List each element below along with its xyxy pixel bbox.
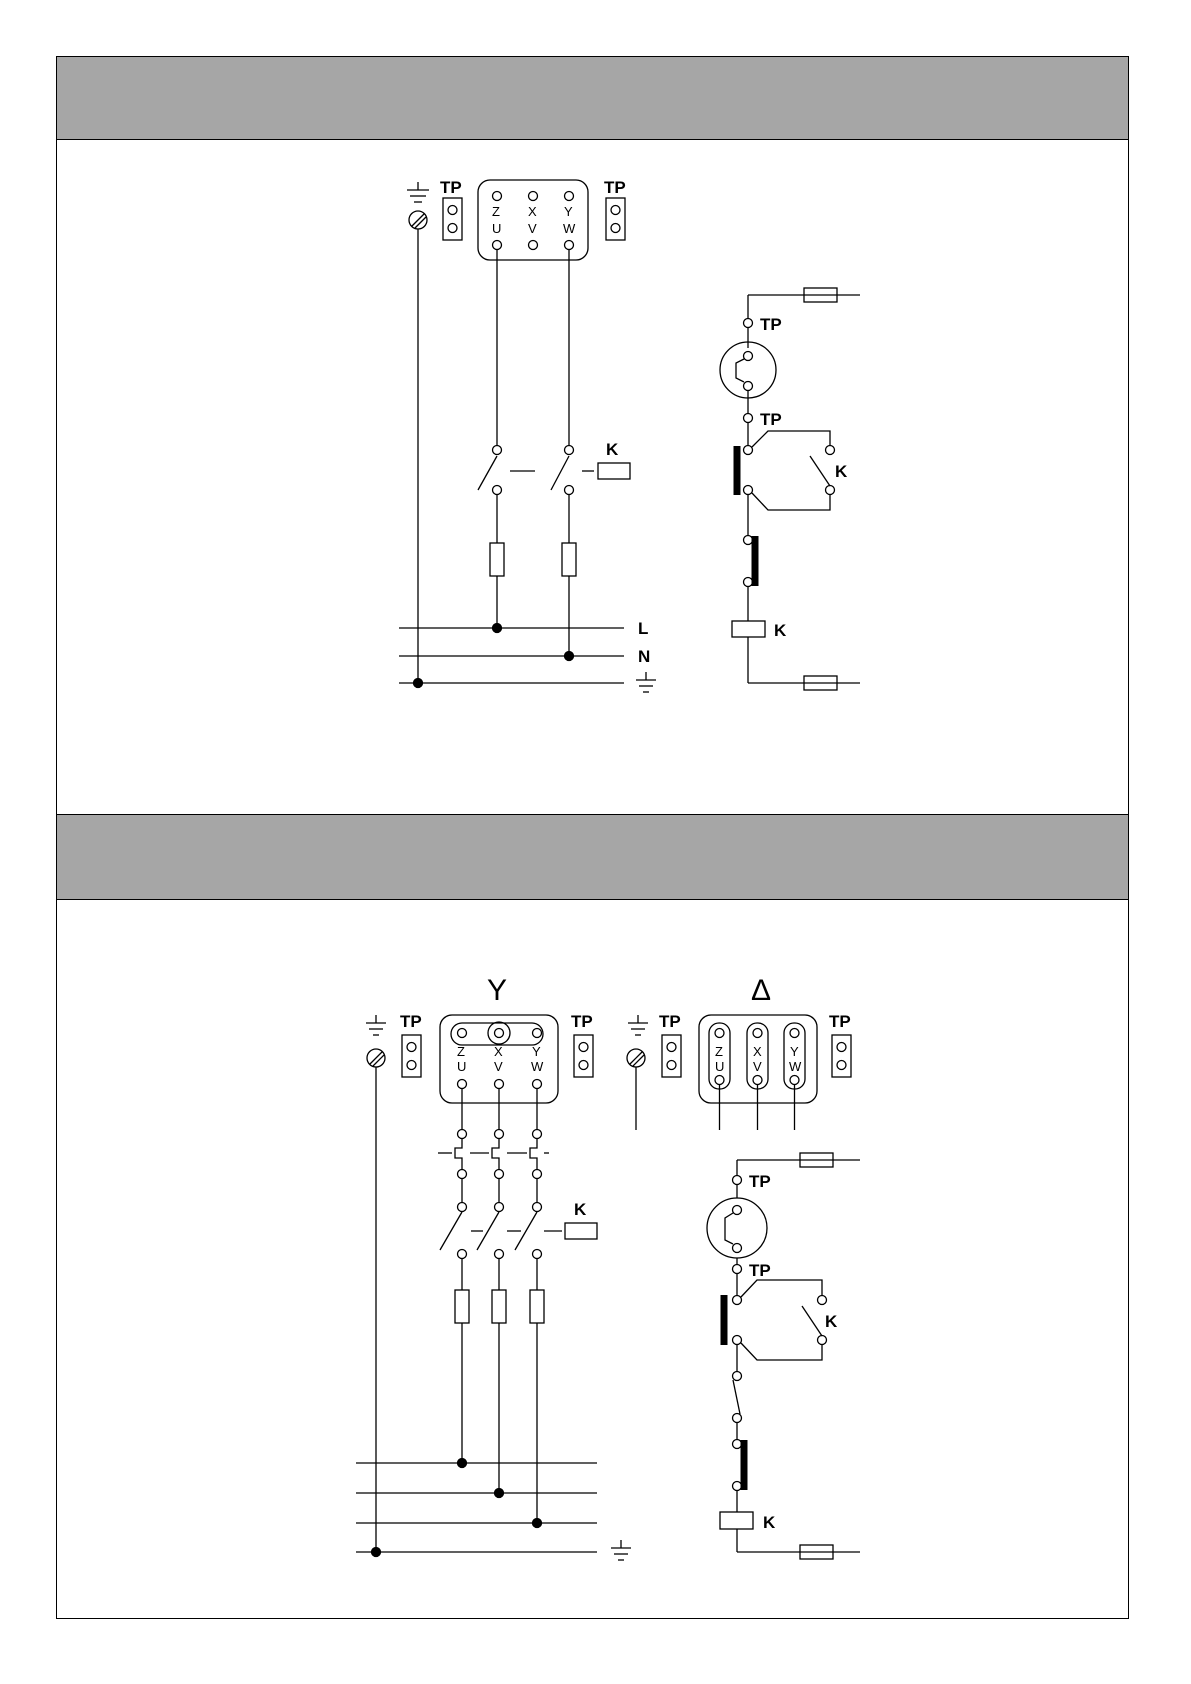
tp-label: TP [749,1172,771,1191]
contactor-coil [720,1512,753,1529]
contactor-coil [732,621,765,637]
contactor-label: K [606,440,619,459]
terminal-x: X [753,1044,762,1059]
tp-label: TP [604,178,626,197]
tp-label: TP [760,410,782,429]
star-bridge [451,1023,543,1045]
ground-icon [628,1015,648,1035]
thermal-protector-terminal [574,1035,593,1077]
overload-contact [733,1380,740,1414]
terminal-w: W [789,1059,802,1074]
terminal-y: Y [532,1044,541,1059]
delta-connection-label: Δ [751,974,772,1007]
terminal-u: U [492,221,502,236]
terminal-x: X [528,204,537,219]
terminal-x: X [494,1044,503,1059]
thermal-protector-terminal [832,1035,851,1077]
terminal-v: V [753,1059,762,1074]
ground-icon [636,672,656,692]
contactor-switch [440,1212,462,1250]
terminal-u: U [457,1059,467,1074]
contactor-switch [478,456,497,490]
contactor-label: K [835,462,848,481]
terminal-u: U [715,1059,725,1074]
contactor-label: K [825,1312,838,1331]
tp-label: TP [749,1261,771,1280]
tp-label: TP [571,1012,593,1031]
star-connection-label: Y [487,974,508,1007]
contactor-coil [565,1223,597,1239]
ground-icon [366,1015,386,1035]
contactor-aux-switch [802,1306,822,1336]
line-label-l: L [638,619,649,638]
diagram-2-three-phase [356,974,860,1560]
terminal-w: W [531,1059,544,1074]
fuse [530,1290,544,1323]
contactor-switch [551,456,569,490]
power-circuit-star [438,1088,597,1523]
terminal-z: Z [492,204,500,219]
ground-icon [611,1540,631,1560]
thermal-protector-icon [720,342,776,398]
terminal-v: V [494,1059,503,1074]
ground-icon [407,182,429,202]
fuse [562,543,576,576]
thermal-protector-terminal [443,198,462,240]
line-label-n: N [638,647,651,666]
thermal-overload-relay [438,1138,549,1170]
thermal-protector-terminal [662,1035,681,1077]
thermal-protector-icon [707,1198,767,1258]
tp-label: TP [440,178,462,197]
tp-label: TP [760,315,782,334]
contactor-aux-switch [810,456,830,486]
terminal-w: W [563,221,576,236]
contactor-label: K [763,1513,776,1532]
terminal-z: Z [715,1044,723,1059]
terminal-v: V [528,221,537,236]
earth-screw-icon [409,211,427,229]
thermal-protector-terminal [606,198,625,240]
contactor-label: K [574,1200,587,1219]
tp-label: TP [659,1012,681,1031]
terminal-y: Y [790,1044,799,1059]
fuse [492,1290,506,1323]
terminal-y: Y [564,204,573,219]
diagram-1-single-phase [399,178,860,692]
contactor-coil [598,463,630,479]
contactor-label: K [774,621,787,640]
earth-screw-icon [367,1049,385,1067]
earth-screw-icon [627,1049,645,1067]
thermal-protector-terminal [402,1035,421,1077]
terminal-z: Z [457,1044,465,1059]
tp-label: TP [829,1012,851,1031]
fuse [490,543,504,576]
fuse [455,1290,469,1323]
tp-label: TP [400,1012,422,1031]
